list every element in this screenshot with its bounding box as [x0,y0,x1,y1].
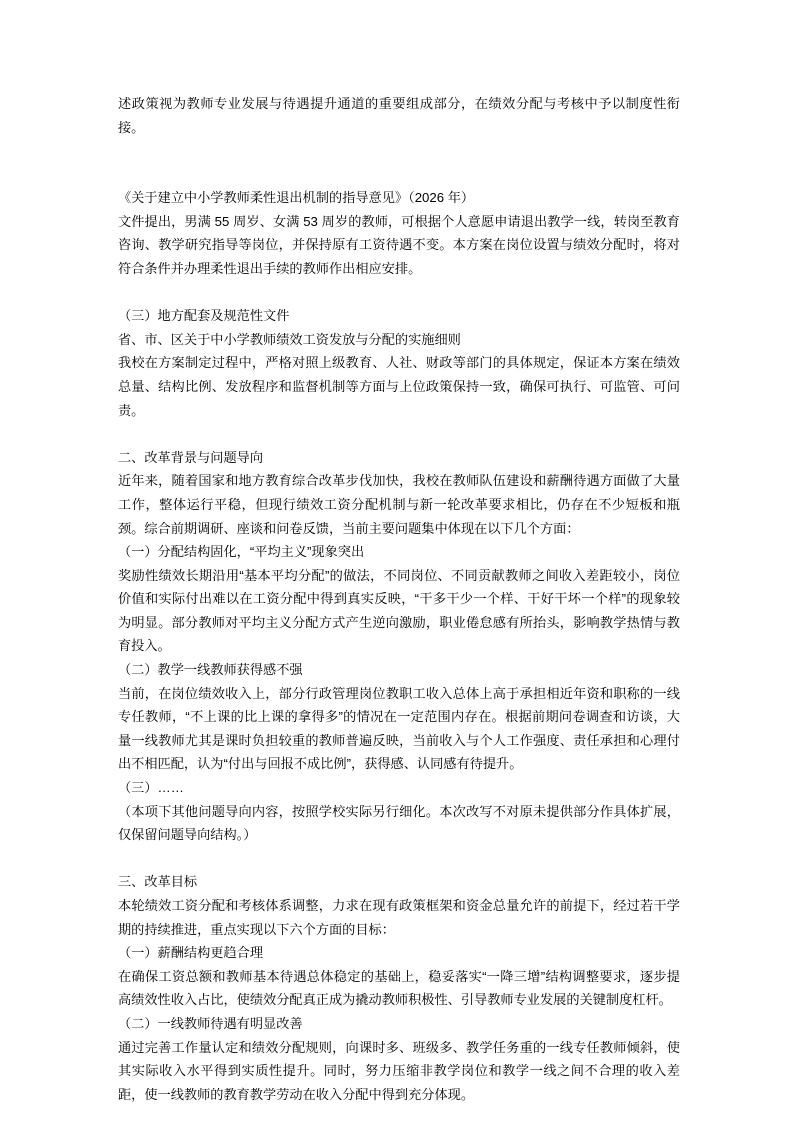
paragraph-intro: 述政策视为教师专业发展与待遇提升通道的重要组成部分，在绩效分配与考核中予以制度性衔接。 [118,96,680,135]
paragraph-spacer [118,139,680,186]
goal-1-heading: （一）薪酬结构更趋合理 [118,945,264,961]
goal-1-body: 在确保工资总额和教师基本待遇总体稳定的基础上，稳妥落实“一降三增”结构调整要求，逐步提高绩效性收入占比，使绩效分配真正成为撬动教师积极性、引导教师专业发展的关键制度杠杆。 [118,968,680,1008]
issue-1-body: 奖励性绩效长期沿用“基本平均分配”的做法，不同岗位、不同贡献教师之间收入差距较小，岗位价值和实际付出难以在工资分配中得到真实反映，“干多干少一个样、干好干坏一个样”的现象较为明显。部分教师对平均主义分配方式产生逆向激励，职业倦怠感有所抬头，影响教学热情与教育投入。 [118,567,680,654]
issue-3-heading: （三）…… [118,780,184,796]
policy-reference-body: 文件提出，男满 55 周岁、女满 53 周岁的教师，可根据个人意愿申请退出教学一线，转岗至教育咨询、教学研究指导等岗位，并保持原有工资待遇不变。本方案在岗位设置与绩效分配时，将对符合条件并办理柔性退出手续的教师作出相应安排。 [118,213,680,276]
section-3-body: 我校在方案制定过程中，严格对照上级教育、人社、财政等部门的具体规定，保证本方案在绩效总量、结构比例、发放程序和监督机制等方面与上位政策保持一致，确保可执行、可监管、可问责。 [118,355,680,418]
goal-2-body: 通过完善工作量认定和绩效分配规则，向课时多、班级多、教学任务重的一线专任教师倾斜，使其实际收入水平得到实质性提升。同时，努力压缩非教学岗位和教学一线之间不合理的收入差距，使一线教师的教育教学劳动在收入分配中得到充分体现。 [118,1039,680,1102]
policy-reference-title: 《关于建立中小学教师柔性退出机制的指导意见》（2026 年） [118,190,475,206]
issue-2-heading: （二）教学一线教师获得感不强 [118,662,303,678]
chapter-3-heading: 三、改革目标 [118,874,198,890]
chapter-2-heading: 二、改革背景与问题导向 [118,449,264,465]
chapter-2-body: 近年来，随着国家和地方教育综合改革步伐加快，我校在教师队伍建设和薪酬待遇方面做了大量工作，整体运行平稳，但现行绩效工资分配机制与新一轮改革要求相比，仍存在不少短板和瓶颈。综合前期调研、座谈和问卷反馈，当前主要问题集中体现在以下几个方面： [118,473,680,536]
document-body [118,92,680,1106]
issue-1-heading: （一）分配结构固化，“平均主义”现象突出 [118,544,365,560]
paragraph-spacer [118,281,680,305]
issue-3-note: （本项下其他问题导向内容，按照学校实际另行细化。本次改写不对原未提供部分作具体扩展，仅保留问题导向结构。） [118,803,680,843]
chapter-3-body: 本轮绩效工资分配和考核体系调整，力求在现有政策框架和资金总量允许的前提下，经过若干学期的持续推进，重点实现以下六个方面的目标： [118,898,680,937]
section-3-heading: （三）地方配套及规范性文件 [118,308,290,324]
paragraph-spacer [118,847,680,871]
paragraph-spacer [118,422,680,446]
section-3-subline: 省、市、区关于中小学教师绩效工资发放与分配的实施细则 [118,331,461,347]
goal-2-heading: （二）一线教师待遇有明显改善 [118,1015,303,1031]
issue-2-body: 当前，在岗位绩效收入上，部分行政管理岗位教职工收入总体上高于承担相近年资和职称的一线专任教师，“不上课的比上课的拿得多”的情况在一定范围内存在。根据前期问卷调查和访谈，大量一线教师尤其是课时负担较重的教师普遍反映，当前收入与个人工作强度、责任承担和心理付出不相匹配，认为“付出与回报不成比例”，获得感、认同感有待提升。 [118,685,680,772]
